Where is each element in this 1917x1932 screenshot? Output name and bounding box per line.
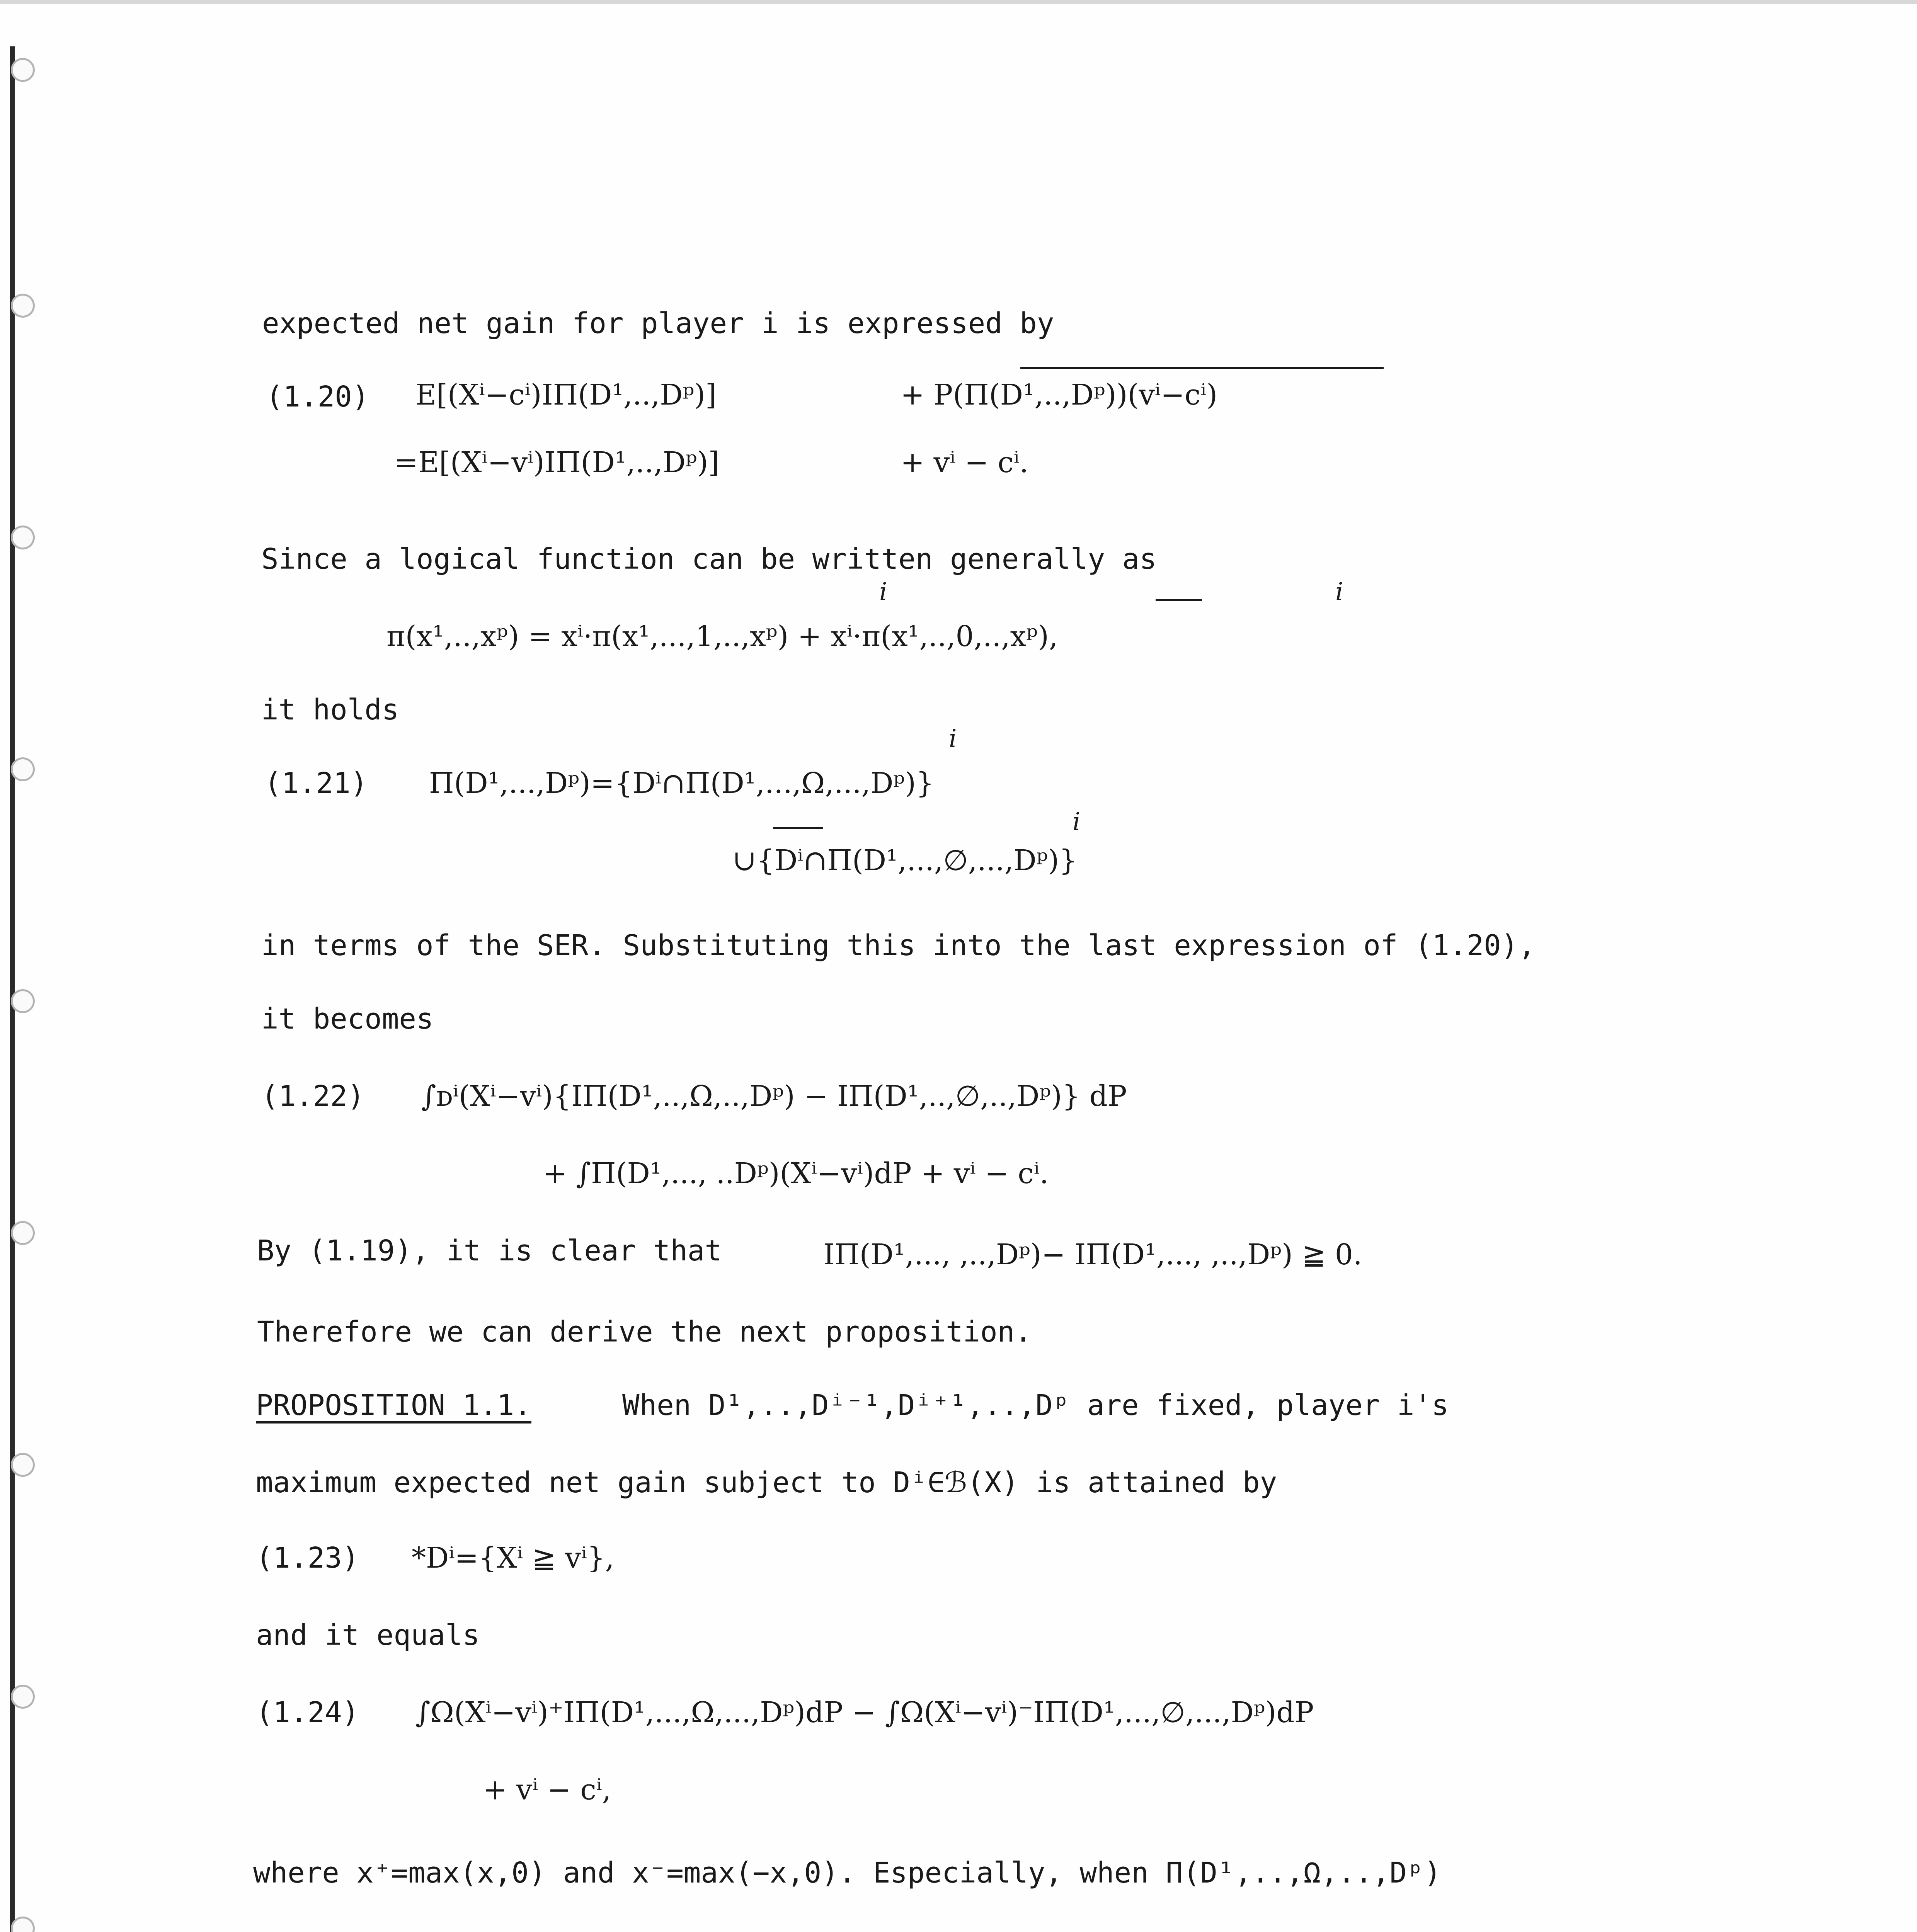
punch-hole (11, 1685, 35, 1709)
text-line: Since a logical function can be written generally as (261, 543, 1157, 576)
overline (773, 827, 823, 829)
page-top-edge (0, 0, 1917, 4)
handwritten-mark: i (1335, 578, 1343, 606)
text-line: By (1.19), it is clear that (257, 1234, 722, 1267)
equation: E[(Xⁱ−cⁱ)IΠ(D¹,..,Dᵖ)] (415, 378, 717, 412)
text-line: where x⁺=max(x,0) and x⁻=max(−x,0). Especially, when Π(D¹,..,Ω,..,Dᵖ) (253, 1856, 1442, 1889)
equation-label: (1.20) (266, 380, 369, 413)
equation-label: (1.23) (256, 1541, 359, 1575)
equation: + vⁱ − cⁱ. (901, 446, 1029, 479)
text-line: expected net gain for player i is expressed by (262, 307, 1054, 340)
punch-hole (11, 757, 35, 781)
text-line: in terms of the SER. Substituting this into the last expression of (1.20), (261, 929, 1536, 962)
punch-hole (11, 294, 35, 318)
text-line: it becomes (261, 1002, 434, 1036)
equation-label: (1.21) (264, 767, 368, 800)
equation: + ∫Π(D¹,..., ..Dᵖ)(Xⁱ−vⁱ)dP + vⁱ − cⁱ. (543, 1157, 1049, 1190)
punch-hole (11, 526, 35, 549)
equation: ∫Ω(Xⁱ−vⁱ)⁺IΠ(D¹,...,Ω,...,Dᵖ)dP − ∫Ω(Xⁱ−vⁱ)⁻IΠ(D¹,...,∅,...,Dᵖ)dP (415, 1696, 1314, 1729)
punch-hole (11, 58, 35, 82)
overline (1156, 599, 1202, 601)
equation-label: (1.24) (256, 1696, 359, 1729)
equation: =E[(Xⁱ−vⁱ)IΠ(D¹,..,Dᵖ)] (394, 446, 720, 479)
equation: + vⁱ − cⁱ, (483, 1773, 611, 1806)
punch-hole (11, 1221, 35, 1245)
text-line: it holds (261, 693, 399, 726)
proposition-title: PROPOSITION 1.1. (256, 1389, 531, 1422)
equation: + P(Π(D¹,..,Dᵖ))(vⁱ−cⁱ) (901, 378, 1218, 412)
overline (1020, 367, 1384, 369)
equation: *Dⁱ={Xⁱ ≧ vⁱ}, (412, 1541, 615, 1575)
punch-hole (11, 1453, 35, 1477)
binding-margin (10, 46, 15, 1932)
equation-label: (1.22) (261, 1080, 365, 1113)
equation: IΠ(D¹,..., ,..,Dᵖ)− IΠ(D¹,..., ,..,Dᵖ) ≧ 0. (823, 1238, 1362, 1271)
text-line: Therefore we can derive the next proposition. (257, 1315, 1032, 1349)
punch-hole (11, 989, 35, 1013)
text-line: When D¹,..,Dⁱ⁻¹,Dⁱ⁺¹,..,Dᵖ are fixed, player i's (622, 1389, 1449, 1422)
handwritten-mark: i (949, 724, 957, 753)
equation: π(x¹,..,xᵖ) = xⁱ·π(x¹,...,1,..,xᵖ) + xⁱ·π(x¹,..,0,..,xᵖ), (386, 620, 1058, 653)
text-line: and it equals (256, 1619, 480, 1652)
equation: ∫ᴅⁱ(Xⁱ−vⁱ){IΠ(D¹,..,Ω,..,Dᵖ) − IΠ(D¹,..,∅,..,Dᵖ)} dP (421, 1080, 1127, 1113)
handwritten-mark: i (879, 578, 887, 606)
text-line: maximum expected net gain subject to Dⁱ∈ℬ(X) is attained by (256, 1466, 1277, 1499)
handwritten-mark: i (1073, 808, 1081, 836)
equation: Π(D¹,...,Dᵖ)={Dⁱ∩Π(D¹,...,Ω,...,Dᵖ)} (429, 767, 934, 800)
equation: ∪{Dⁱ∩Π(D¹,...,∅,...,Dᵖ)} (732, 844, 1078, 877)
